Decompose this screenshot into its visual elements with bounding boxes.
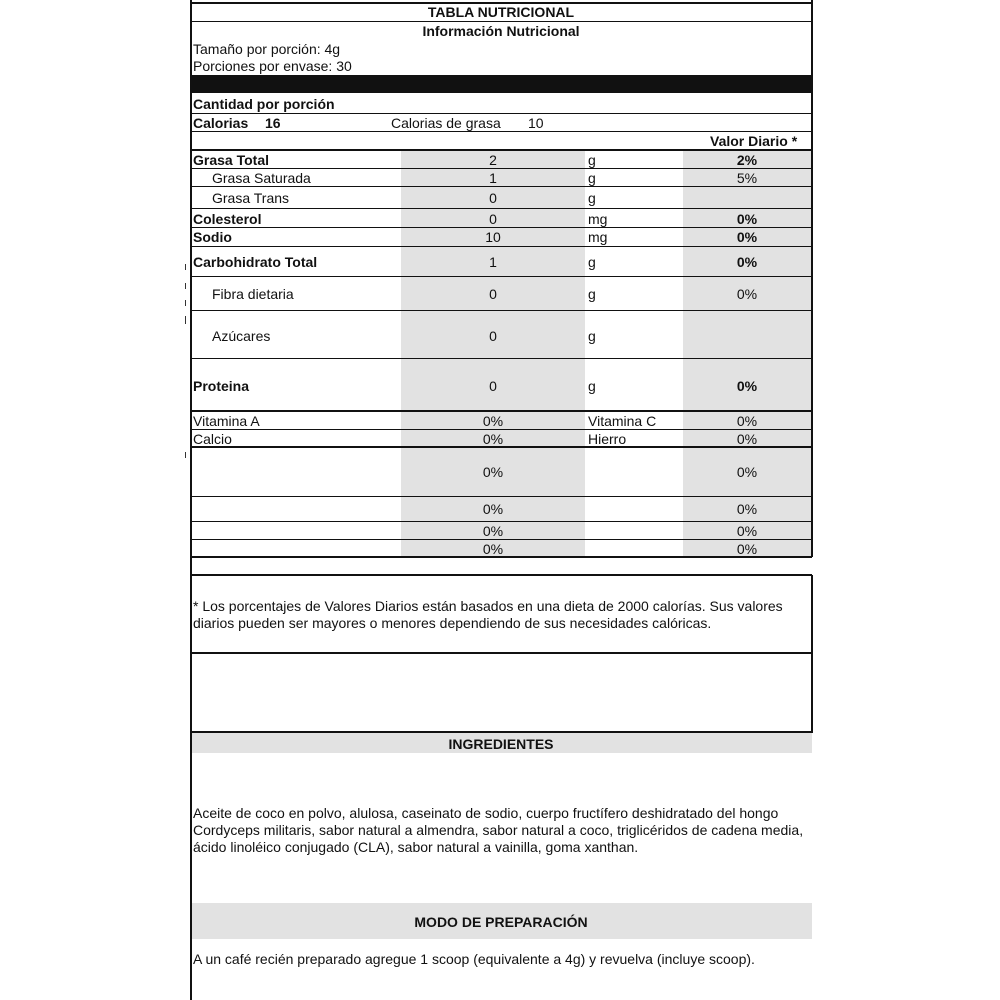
nutrient-name: Sodio <box>193 229 232 245</box>
nutrient-dv: 5% <box>736 170 758 186</box>
vitamin-value: 0% <box>736 464 758 480</box>
vitamin-value: 0% <box>482 413 504 429</box>
rule <box>190 21 812 22</box>
vitamin-value: 0% <box>482 431 504 447</box>
rule <box>190 652 812 654</box>
margin-mark <box>185 452 186 458</box>
nutrient-dv: 2% <box>736 152 758 168</box>
nutrient-unit: mg <box>588 229 608 245</box>
vitamin-value: 0% <box>482 501 504 517</box>
label-title: TABLA NUTRICIONAL <box>427 4 575 20</box>
nutrient-dv: 0% <box>736 229 758 245</box>
label-subtitle: Información Nutricional <box>422 23 580 39</box>
rule <box>190 208 812 209</box>
rule <box>190 149 812 151</box>
preparation-text: A un café recién preparado agregue 1 scoop (equivalente a 4g) y revuelva (incluye scoop). <box>193 951 755 967</box>
nutrient-amount: 0 <box>489 328 497 344</box>
nutrient-dv: 0% <box>736 378 758 394</box>
vitamin-value: 0% <box>482 464 504 480</box>
nutrient-name: Fibra dietaria <box>212 286 294 302</box>
right-border-lower <box>811 575 813 733</box>
nutrient-dv: 0% <box>736 286 758 302</box>
vitamin-value: 0% <box>482 541 504 557</box>
nutrient-name: Proteina <box>193 378 250 394</box>
rule <box>190 410 812 412</box>
serving-size: Tamaño por porción: 4g <box>193 41 341 57</box>
vitamin-value: 0% <box>736 541 758 557</box>
nutrient-name: Carbohidrato Total <box>193 254 318 270</box>
vitamin-value: 0% <box>482 523 504 539</box>
ingredients-title: INGREDIENTES <box>448 736 554 752</box>
daily-values-footnote: * Los porcentajes de Valores Diarios están basados en una dieta de 2000 calorías. Sus valores diarios pueden ser mayores o menores dependiendo de sus necesidades calóricas. <box>193 598 783 631</box>
nutrient-name: Grasa Trans <box>212 190 290 206</box>
nutrient-name: Colesterol <box>193 211 262 227</box>
vitamin-name: Vitamina C <box>588 413 657 429</box>
nutrient-dv: 0% <box>736 254 758 270</box>
margin-mark <box>185 300 186 306</box>
nutrient-name: Grasa Saturada <box>212 170 311 186</box>
nutrient-unit: g <box>588 170 596 186</box>
nutrient-unit: g <box>588 190 596 206</box>
rule <box>190 574 812 576</box>
nutrient-amount: 1 <box>489 254 497 270</box>
nutrient-unit: g <box>588 286 596 302</box>
vitamin-name: Calcio <box>193 431 232 447</box>
nutrient-unit: g <box>588 254 596 270</box>
daily-value-header: Valor Diario * <box>710 133 798 149</box>
rule <box>190 276 812 277</box>
vitamin-value: 0% <box>736 413 758 429</box>
nutrition-label <box>190 0 812 1000</box>
calories-value: 16 <box>265 115 281 131</box>
nutrient-amount: 1 <box>489 170 497 186</box>
nutrient-amount: 10 <box>485 229 501 245</box>
nutrient-amount: 2 <box>489 152 497 168</box>
rule <box>190 521 812 522</box>
nutrient-unit: g <box>588 328 596 344</box>
rule <box>190 186 812 187</box>
nutrient-name: Azúcares <box>212 328 271 344</box>
black-divider-bar <box>190 75 812 93</box>
rule <box>190 358 812 359</box>
nutrient-amount: 0 <box>489 190 497 206</box>
margin-mark <box>185 264 186 270</box>
rule <box>190 113 812 114</box>
rule <box>190 539 812 540</box>
nutrient-unit: g <box>588 378 596 394</box>
servings-per-container: Porciones por envase: 30 <box>193 58 352 74</box>
rule <box>190 731 812 733</box>
nutrient-unit: mg <box>588 211 608 227</box>
vitamin-name: Hierro <box>588 431 627 447</box>
vitamin-value: 0% <box>736 523 758 539</box>
rule <box>190 310 812 311</box>
nutrient-unit: g <box>588 152 596 168</box>
vitamin-value: 0% <box>736 501 758 517</box>
nutrient-dv: 0% <box>736 211 758 227</box>
calories-label: Calorias <box>193 115 249 131</box>
vitamin-name: Vitamina A <box>193 413 260 429</box>
nutrient-amount: 0 <box>489 286 497 302</box>
rule <box>190 227 812 228</box>
fat-calories-label: Calorias de grasa <box>391 115 501 131</box>
nutrient-amount: 0 <box>489 378 497 394</box>
rule <box>190 131 812 132</box>
amount-column-shade <box>401 150 585 410</box>
nutrient-amount: 0 <box>489 211 497 227</box>
margin-mark <box>185 283 186 289</box>
rule <box>190 429 812 430</box>
dv-column-shade <box>683 150 811 410</box>
margin-mark <box>185 316 186 324</box>
amount-per-serving: Cantidad por porción <box>193 96 335 112</box>
vitamin-value: 0% <box>736 431 758 447</box>
ingredients-text: Aceite de coco en polvo, alulosa, caseinato de sodio, cuerpo fructífero deshidratado del hongo Cordyceps militaris, sabor natural a almendra, sabor natural a coco, triglicéridos de cadena media, ácido linoléico conjugado (CLA), sabor natural a vainilla, goma xanthan. <box>193 805 804 855</box>
preparation-title: MODO DE PREPARACIÓN <box>414 914 588 930</box>
nutrient-name: Grasa Total <box>193 152 269 168</box>
fat-calories-value: 10 <box>528 115 544 131</box>
rule <box>190 246 812 247</box>
rule <box>190 168 812 169</box>
rule <box>190 496 812 497</box>
right-border <box>811 0 813 557</box>
